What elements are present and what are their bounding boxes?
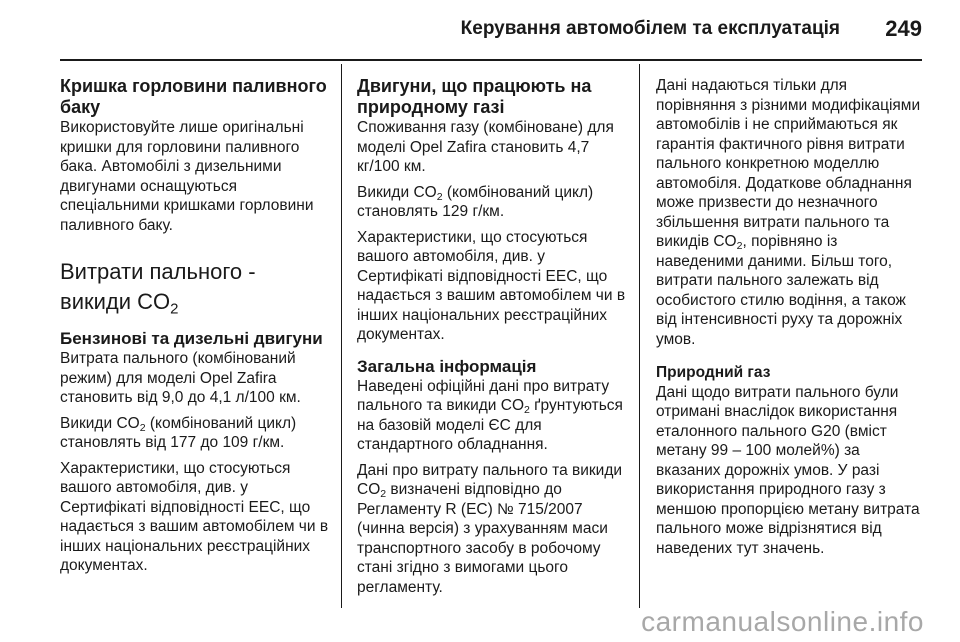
- gas-emissions: [357, 183, 627, 222]
- pd-emissions-label: Викиди CO: [60, 414, 140, 432]
- general-info-heading: Загальна інформація: [357, 356, 537, 376]
- gas-emissions-label: Викиди CO: [357, 183, 437, 201]
- general-info-p2: [357, 461, 627, 598]
- general-p2-text: Дані про витрату пального та викиди CO: [357, 461, 623, 498]
- petrol-diesel-heading: Бензинові та дизельні двигуни: [60, 329, 323, 348]
- page-number: 249: [885, 16, 922, 41]
- petrol-diesel-certificate-note: Характеристики, що стосуються вашого автомобіля, див. у Сертифікаті відповідності ЕЕС, що надається з вашим автомобілем чи в інших національних реєстраційних документах.: [60, 459, 329, 574]
- general-p1-text: Наведені офіційні дані про витрату пального та викиди CO: [357, 377, 610, 414]
- general-p2-text-end: визначені відповідно до Регламенту R (EC) № 715/2007 (чинна версія) з урахуванням маси транспортного засобу в робочому стані згідно з вимогами цього регламенту.: [357, 481, 608, 596]
- header-divider: [60, 59, 922, 61]
- co2-subscript: 2: [170, 300, 179, 318]
- page-header: [0, 0, 960, 62]
- co2-subscript: 2: [436, 190, 443, 203]
- co2-subscript: 2: [736, 240, 743, 253]
- general-p1-text-end: ґрунтуються на базовій моделі ЄС для стандартного обладнання.: [357, 397, 623, 453]
- consumption-heading: [60, 257, 330, 317]
- fuel-cap-heading: Кришка горловини паливного баку: [60, 76, 327, 117]
- natural-gas-text: Дані щодо витрати пального були отримані внаслідок використання еталонного пального G20 (вміст метану 99 – 100 молей%) за вказаних дорожніх умов. У разі використання природного газу з меншою пропорцією метану витрата пального може відрізнятися від наведених тут значень.: [656, 383, 920, 557]
- chapter-title: Керування автомобілем та експлуатація: [460, 18, 840, 39]
- natural-gas-engines-heading: Двигуни, що працюють на природному газі: [357, 76, 592, 117]
- consumption-heading-line2: викиди CO: [60, 289, 171, 314]
- column-2: [357, 76, 627, 603]
- column-divider-2: [639, 64, 640, 608]
- co2-subscript: 2: [139, 421, 146, 434]
- gas-certificate-note: Характеристики, що стосуються вашого автомобіля, див. у Сертифікаті відповідності ЕЕС, що надається з вашим автомобілем чи в інших національних реєстраційних документах.: [357, 228, 626, 343]
- column-3: [656, 76, 926, 564]
- pd-emissions-value: (комбінований цикл) становлять від 177 до 109 г/км.: [60, 414, 297, 451]
- co2-subscript: 2: [524, 404, 530, 417]
- comparison-note: [656, 76, 926, 349]
- gas-emissions-value: (комбінований цикл) становлять 129 г/км.: [357, 183, 594, 220]
- comparison-note-text-end: , порівняно із наведеними даними. Більш того, витрати пального залежать від особистого стилю водіння, а також від інтенсивності руху та дорожніх умов.: [656, 233, 906, 348]
- consumption-heading-line1: Витрати пального -: [60, 259, 256, 284]
- natural-gas-heading: Природний газ: [656, 364, 771, 381]
- gas-consumption: Споживання газу (комбіноване) для моделі Opel Zafira становить 4,7 кг/100 км.: [357, 119, 614, 175]
- co2-subscript: 2: [380, 488, 387, 501]
- general-info-p1: [357, 377, 627, 455]
- petrol-diesel-consumption: Витрата пального (комбінований режим) для моделі Opel Zafira становить від 9,0 до 4,1 л/100 км.: [60, 350, 301, 406]
- site-watermark: carmanualsonline.info: [641, 606, 924, 637]
- petrol-diesel-emissions: [60, 414, 330, 453]
- column-1: [60, 76, 330, 582]
- fuel-cap-text: Використовуйте лише оригінальні кришки для горловини паливного бака. Автомобілі з дизельними двигунами оснащуються спеціальними кришками горловини паливного баку.: [60, 119, 314, 234]
- comparison-note-text: Дані надаються тільки для порівняння з різними модифікаціями автомобілів і не сприймаються як гарантія фактичного рівня витрати пального конкретною моделлю автомобіля. Додаткове обладнання може призвести до незначного збільшення витрати пального та викидів CO: [656, 77, 921, 250]
- column-divider-1: [341, 64, 342, 608]
